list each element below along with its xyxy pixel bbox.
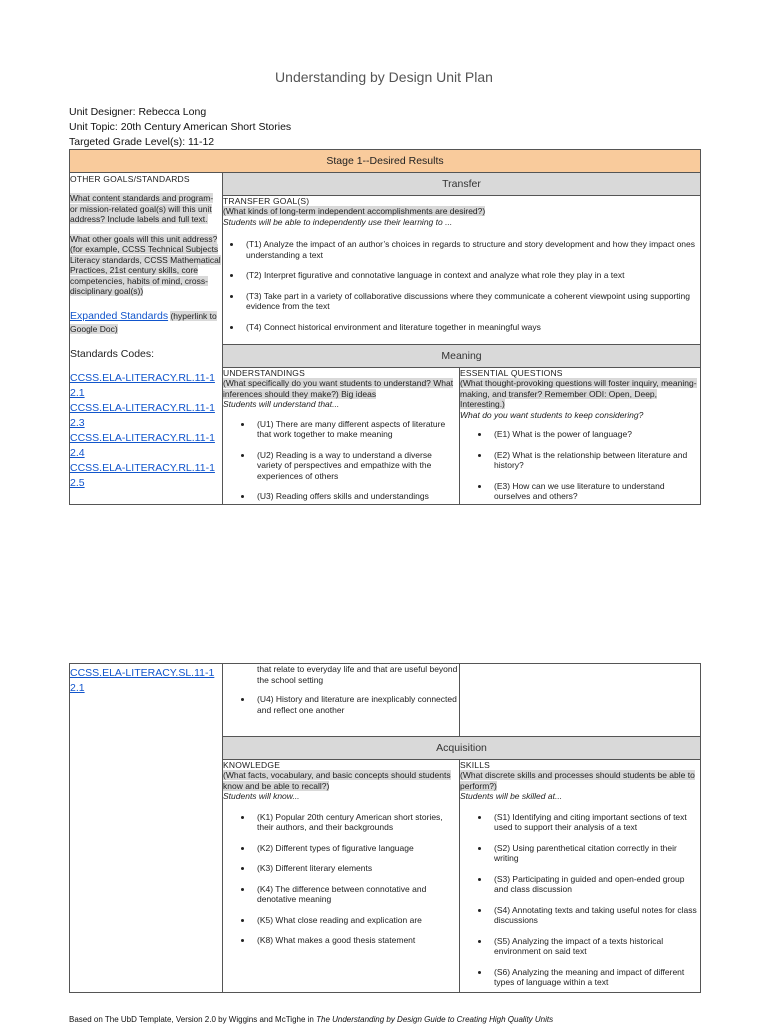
grade-level: Targeted Grade Level(s): 11-12 (69, 136, 215, 148)
list-item: • (T1) Analyze the impact of an author’s choices in regards to structure and story development and how they impact ones understanding a text (242, 239, 700, 260)
expanded-standards-note: (hyperlink to Google Doc) (70, 310, 217, 334)
list-item: • (K4) The difference between connotative and denotative meaning (253, 884, 459, 905)
essential-questions-cell-continued (460, 664, 701, 737)
footer-book-title: The Understanding by Design Guide to Creating High Quality Units (316, 1015, 554, 1024)
page-title: Understanding by Design Unit Plan (275, 69, 493, 85)
stage1-table-continued (69, 663, 701, 993)
other-goals-label: OTHER GOALS/STANDARDS (70, 174, 190, 184)
knowledge-prompt: (What facts, vocabulary, and basic concepts should students know and be able to recall?) (223, 770, 451, 791)
essential-questions-prompt: (What thought-provoking questions will foster inquiry, meaning-making, and transfer? Remember ODI: Open, Deep, Interesting.) (460, 378, 697, 409)
knowledge-list (223, 812, 459, 946)
footer-citation (69, 1015, 553, 1024)
list-item: • (E1) What is the power of language? (490, 429, 700, 440)
list-item: • (S2) Using parenthetical citation correctly in their writing (490, 843, 700, 864)
understandings-cell (223, 368, 460, 505)
footer-prefix: Based on The UbD Template, Version 2.0 by Wiggins and McTighe in (69, 1015, 317, 1024)
skills-list (460, 812, 700, 988)
list-item: • (K5) What close reading and explication are (253, 915, 459, 926)
transfer-cell (223, 196, 701, 345)
list-item: • (S5) Analyzing the impact of a texts historical environment on said text (490, 936, 700, 957)
meaning-header: Meaning (223, 345, 701, 368)
standards-codes-list (70, 371, 222, 491)
stage1-header: Stage 1--Desired Results (70, 150, 701, 173)
stage1-table (69, 149, 701, 505)
standards-codes-list-continued (70, 666, 222, 696)
knowledge-cell (223, 760, 460, 993)
list-item: • (K3) Different literary elements (253, 863, 459, 874)
unit-meta (69, 105, 291, 150)
list-item: • (K2) Different types of figurative language (253, 843, 459, 854)
other-goals-prompt: What content standards and program- or mission-related goal(s) will this unit address? Include labels and full text. (70, 193, 214, 224)
understandings-label: UNDERSTANDINGS (223, 368, 305, 378)
transfer-list (223, 239, 700, 332)
list-item: • (S4) Annotating texts and taking useful notes for class discussions (490, 905, 700, 926)
list-item: • (U2) Reading is a way to understand a diverse variety of perspectives and empathize with the experiences of others (253, 450, 459, 482)
list-item: • (S1) Identifying and citing important sections of text used to support their analysis of a text (490, 812, 700, 833)
list-item: • (K1) Popular 20th century American short stories, their authors, and their backgrounds (253, 812, 459, 833)
other-goals-prompt2: What other goals will this unit address? (for example, CCSS Technical Subjects Literacy standards, CCSS Mathematical Practices, 21st century skills, core competencies, habits of mind, cross-disciplinary goal(s)) (70, 233, 221, 296)
list-item: • (E3) How can we use literature to understand ourselves and others? (490, 481, 700, 502)
list-item: • (E2) What is the relationship between literature and history? (490, 450, 700, 471)
knowledge-label: KNOWLEDGE (223, 760, 281, 770)
list-item: • (T2) Interpret figurative and connotative language in context and analyze what role they play in a text (242, 270, 700, 281)
standards-codes-label: Standards Codes: (70, 348, 155, 360)
transfer-lead: Students will be able to independently use their learning to ... (223, 216, 453, 227)
essential-questions-lead: What do you want students to keep considering? (460, 409, 644, 420)
skills-prompt: (What discrete skills and processes should students be able to perform?) (460, 770, 695, 791)
list-item: • (S3) Participating in guided and open-ended group and class discussion (490, 874, 700, 895)
list-item: • (U1) There are many different aspects of literature that work together to make meaning (253, 419, 459, 440)
expanded-standards-link[interactable]: Expanded Standards (70, 309, 169, 322)
other-goals-cell-continued (70, 664, 223, 993)
standard-code-link[interactable]: CCSS.ELA-LITERACY.RL.11-12.3 (70, 402, 215, 429)
skills-cell (460, 760, 701, 993)
essential-questions-cell (460, 368, 701, 505)
list-item: • (T3) Take part in a variety of collaborative discussions where they communicate a coherent viewpoint using supporting evidence from the text (242, 291, 700, 312)
list-item: • (T4) Connect historical environment and literature together in meaningful ways (242, 322, 700, 333)
standard-code-link[interactable]: CCSS.ELA-LITERACY.SL.11-12.1 (70, 667, 215, 694)
understandings-prompt: (What specifically do you want students to understand? What inferences should they make?) Big ideas (223, 378, 454, 399)
list-item: • (S6) Analyzing the meaning and impact of different types of language within a text (490, 967, 700, 988)
skills-lead: Students will be skilled at... (460, 791, 563, 801)
skills-label: SKILLS (460, 760, 491, 770)
essential-questions-list (460, 429, 700, 502)
unit-topic: Unit Topic: 20th Century American Short Stories (69, 121, 292, 133)
understandings-continued-text: that relate to everyday life and that are useful beyond the school setting (257, 664, 458, 685)
transfer-label: TRANSFER GOAL(S) (223, 196, 310, 206)
understandings-list-continued (223, 694, 459, 715)
transfer-prompt: (What kinds of long-term independent accomplishments are desired?) (223, 206, 486, 216)
unit-designer: Unit Designer: Rebecca Long (69, 106, 207, 118)
essential-questions-label: ESSENTIAL QUESTIONS (460, 368, 563, 378)
understandings-lead: Students will understand that... (223, 399, 340, 409)
standard-code-link[interactable]: CCSS.ELA-LITERACY.RL.11-12.4 (70, 432, 215, 459)
knowledge-lead: Students will know... (223, 791, 300, 801)
list-item: • (U3) Reading offers skills and understandings (253, 491, 459, 502)
understandings-cell-continued (223, 664, 460, 737)
list-item: • (U4) History and literature are inexplicably connected and reflect one another (253, 694, 459, 715)
acquisition-header: Acquisition (223, 737, 701, 760)
standard-code-link[interactable]: CCSS.ELA-LITERACY.RL.11-12.1 (70, 372, 215, 399)
standard-code-link[interactable]: CCSS.ELA-LITERACY.RL.11-12.5 (70, 462, 215, 489)
transfer-header: Transfer (223, 173, 701, 196)
understandings-list (223, 419, 459, 502)
other-goals-cell (70, 173, 223, 505)
list-item: • (K8) What makes a good thesis statement (253, 935, 459, 946)
